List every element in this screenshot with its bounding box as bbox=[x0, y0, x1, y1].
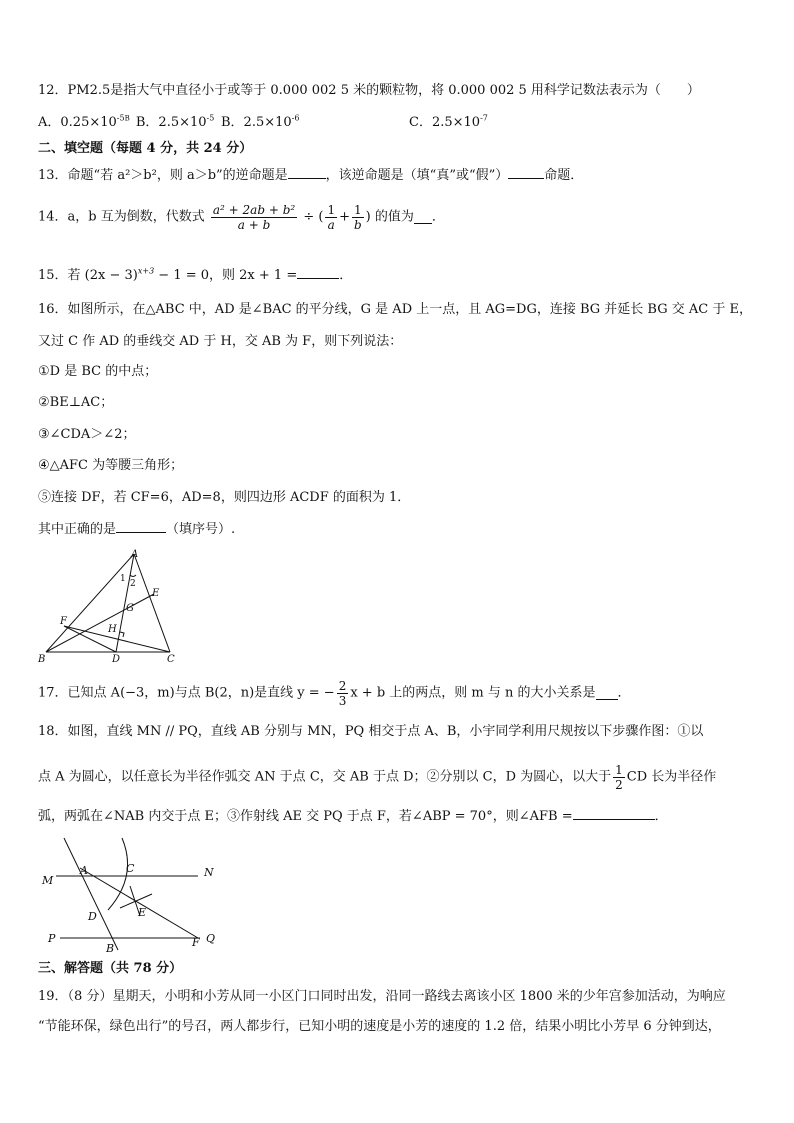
q19-line-1: 19．（8 分）星期天，小明和小芳从同一小区门口同时出发，沿同一路线去离该小区 1800 米的少年宫参加活动，为响应 bbox=[38, 989, 726, 1004]
label-c2: C bbox=[126, 862, 135, 875]
q18-line-2: 点 A 为圆心，以任意长为半径作弧交 AN 于点 C，交 AB 于点 D；②分别以 C，D 为圆心，以大于 $\frac{1}{2}$ CD 长为半径作 bbox=[38, 763, 717, 792]
label-e: E bbox=[152, 588, 160, 599]
section-2-heading: 二、填空题（每题 4 分，共 24 分） bbox=[38, 141, 253, 156]
q14: 14．a，b 互为倒数，代数式 $\frac{\text{a² + 2ab + b²}}{a + b}$ ÷ ( $\frac{1}{a}$ + $\frac{1}{b}$ ) 的值为 ． bbox=[38, 203, 445, 232]
q16-line-1: 16．如图所示，在△ABC 中，AD 是∠BAC 的平分线，G 是 AD 上一点，且 AG=DG，连接 BG 并延长 BG 交 AC 于 E， bbox=[38, 302, 752, 317]
label-h: H bbox=[108, 624, 117, 635]
label-a: A bbox=[131, 549, 139, 560]
section-3-heading: 三、解答题（共 78 分） bbox=[38, 961, 183, 976]
right-angle-mark-h bbox=[120, 632, 124, 637]
arc-mark-1 bbox=[120, 894, 152, 908]
label-a2: A bbox=[80, 864, 88, 877]
q16-answer-line: 其中正确的是 （填序号）. bbox=[38, 522, 236, 537]
label-e2: E bbox=[138, 906, 147, 919]
label-p: P bbox=[48, 932, 56, 945]
arc-cd bbox=[108, 838, 128, 910]
q18-line-1: 18．如图，直线 MN // PQ，直线 AB 分别与 MN，PQ 相交于点 A、B，小宇同学利用尺规按以下步骤作图：①以 bbox=[38, 724, 704, 739]
segment-ab bbox=[46, 554, 134, 652]
label-angle-2: 2 bbox=[130, 579, 136, 589]
construction-figure-q18 bbox=[36, 836, 226, 958]
q18-line-3: 弧，两弧在∠NAB 内交于点 E；③作射线 AE 交 PQ 于点 F，若∠ABP = 70°，则∠AFB = ． bbox=[38, 809, 668, 824]
label-c: C bbox=[167, 654, 175, 665]
label-d2: D bbox=[88, 910, 97, 923]
q12-option-c: C．$2.5\times 10^{-7}$ bbox=[409, 113, 488, 130]
segment-ac bbox=[134, 554, 170, 652]
label-q: Q bbox=[206, 932, 216, 945]
q17: 17．已知点 A(−3，m)与点 B(2，n)是直线 y = − $\frac{2}{3}$ x + b 上的两点，则 m 与 n 的大小关系是 ． bbox=[38, 679, 631, 708]
label-n: N bbox=[204, 866, 214, 879]
q15: 15．若 $(2x - 3)^{x+3} - 1 = 0$，则 2x + 1 = ． bbox=[38, 266, 353, 283]
q16-statement-4: ④△AFC 为等腰三角形； bbox=[38, 458, 184, 473]
label-f2: F bbox=[192, 936, 200, 949]
label-m: M bbox=[42, 874, 54, 887]
angle-arc bbox=[130, 575, 136, 577]
q16-statement-1: ①D 是 BC 的中点； bbox=[38, 364, 158, 379]
line-ab bbox=[64, 838, 118, 950]
q12-stem: 12．PM2.5是指大气中直径小于或等于 0.000 002 5 米的颗粒物，将 0.000 002 5 用科学记数法表示为（ ） bbox=[38, 83, 700, 98]
label-b2: B bbox=[106, 942, 115, 955]
q16-line-2: 又过 C 作 AD 的垂线交 AD 于 H，交 AB 为 F，则下列说法： bbox=[38, 334, 403, 349]
triangle-figure-q16 bbox=[36, 548, 186, 666]
label-d: D bbox=[112, 654, 121, 665]
q19-line-2: “节能环保，绿色出行”的号召，两人都步行，已知小明的速度是小芳的速度的 1.2 倍，结果小明比小芳早 6 分钟到达， bbox=[38, 1019, 721, 1034]
q12-options bbox=[38, 114, 758, 132]
label-b: B bbox=[38, 654, 46, 665]
label-g: G bbox=[126, 603, 134, 614]
q16-statement-3: ③∠CDA＞∠2； bbox=[38, 427, 136, 442]
q13: 13．命题“若 a²＞b²，则 a＞b”的逆命题是 ，该逆命题是（填“真”或“假”） 命题． bbox=[38, 168, 584, 183]
q14-fraction-main: $\frac{\text{a² + 2ab + b²}}{a + b}$ bbox=[212, 203, 296, 232]
ray-ae bbox=[80, 868, 198, 938]
q16-statement-2: ②BE⊥AC； bbox=[38, 395, 114, 410]
q16-statement-5: ⑤连接 DF，若 CF=6，AD=8，则四边形 ACDF 的面积为 1． bbox=[38, 490, 411, 505]
label-f: F bbox=[60, 616, 67, 627]
q12-option-b: B．$2.5\times 10^{-6}$ bbox=[221, 113, 300, 130]
q12-option-a: A．$0.25\times 10^{-5B}$ B．$2.5\times 10^{-5}$ bbox=[38, 113, 215, 130]
label-angle-1: 1 bbox=[120, 574, 126, 584]
